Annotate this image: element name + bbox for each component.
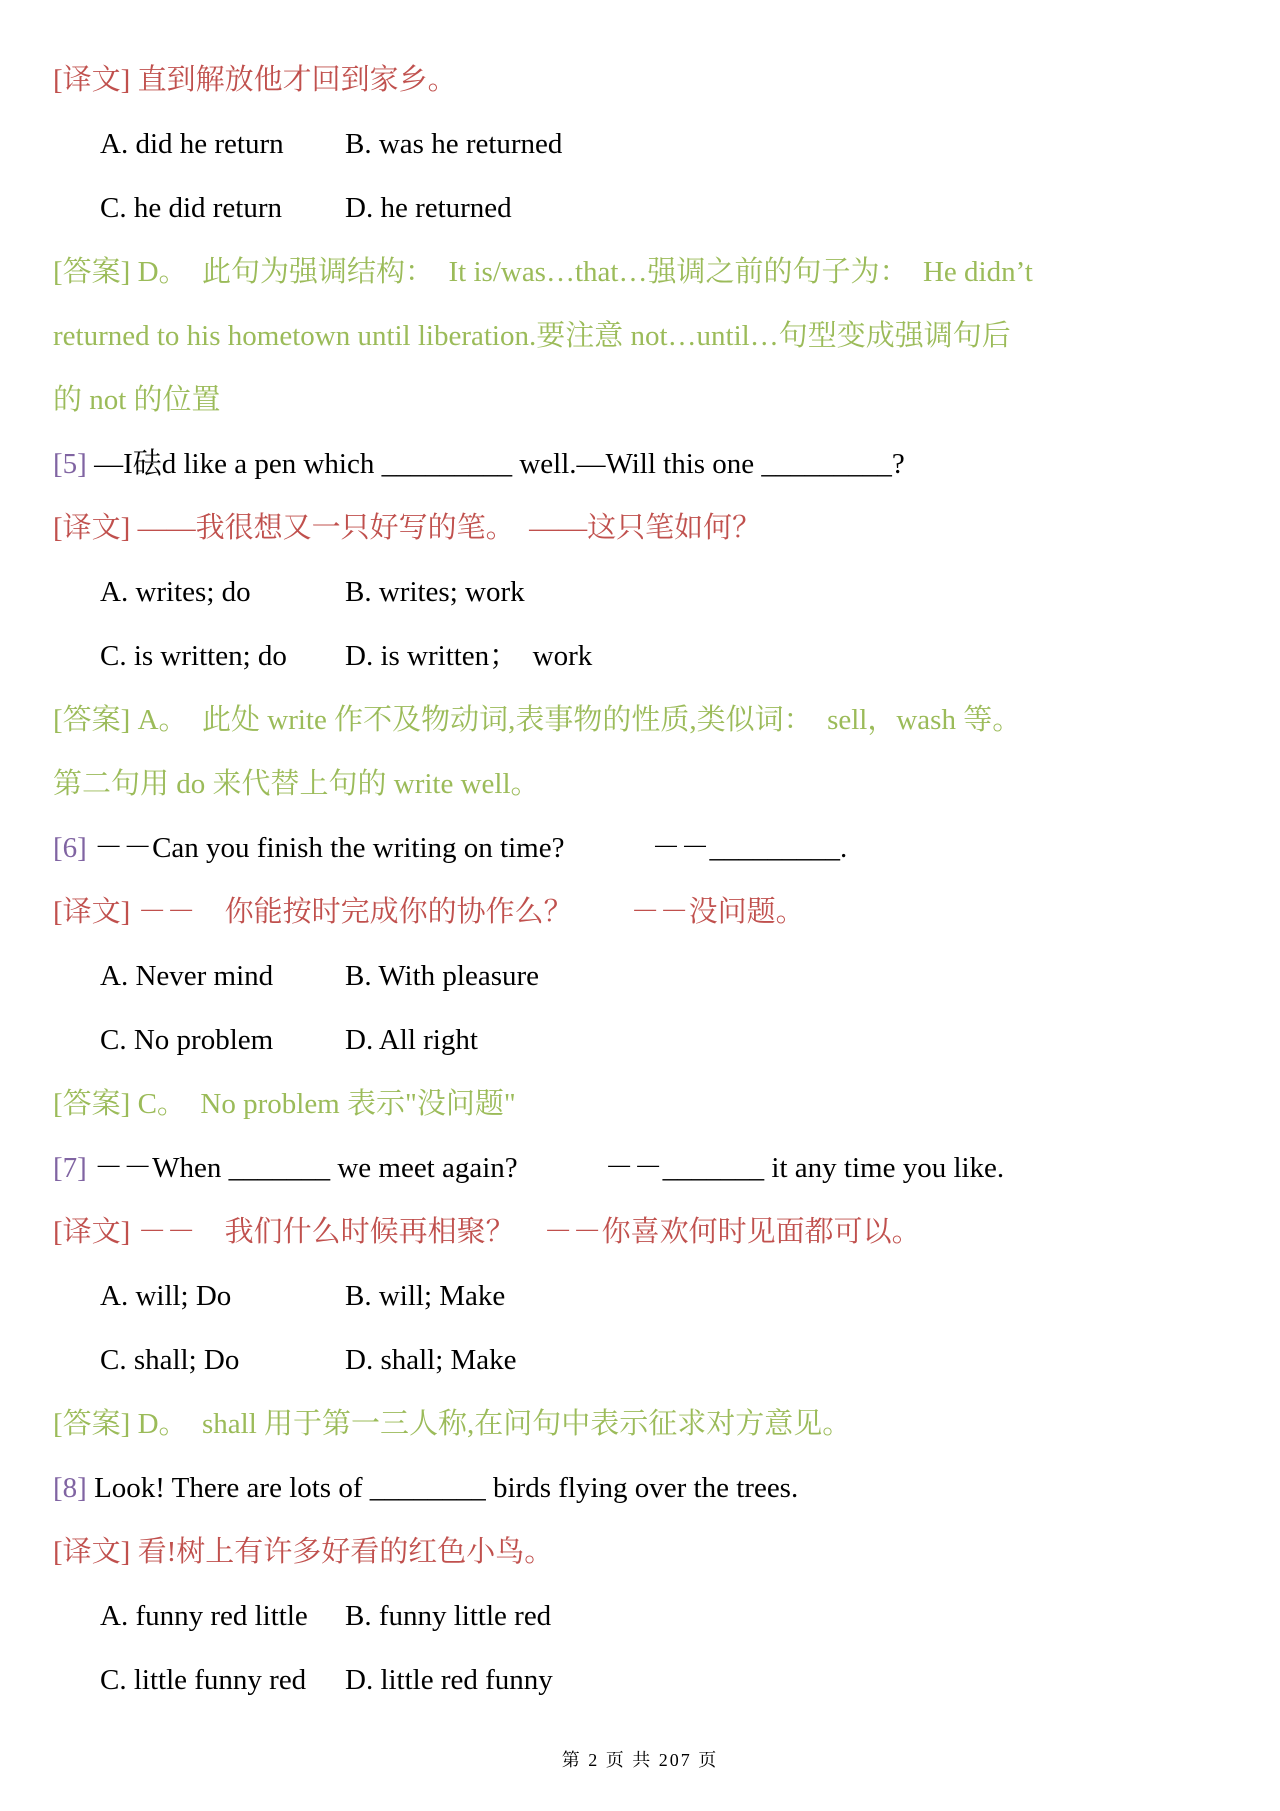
option-d: D. little red funny bbox=[345, 1664, 553, 1696]
answer-line: [答案] A。 此处 write 作不及物动词,表事物的性质,类似词： sell，wash 等。 bbox=[53, 704, 1022, 736]
question-text: —I砝d like a pen which _________ well.—Will this one _________? bbox=[86, 448, 905, 480]
option-d: D. shall; Make bbox=[345, 1344, 517, 1376]
option-row bbox=[53, 1648, 1240, 1712]
option-row bbox=[53, 112, 1240, 176]
option-row bbox=[53, 624, 1240, 688]
option-row bbox=[53, 1008, 1240, 1072]
option-b: B. writes; work bbox=[345, 576, 525, 608]
question-line bbox=[53, 1136, 1240, 1200]
option-row bbox=[53, 1584, 1240, 1648]
option-c: C. little funny red bbox=[100, 1664, 307, 1696]
answer-line-continuation: returned to his hometown until liberation.要注意 not…until…句型变成强调句后 bbox=[53, 320, 1011, 352]
option-row bbox=[53, 944, 1240, 1008]
option-a: A. writes; do bbox=[100, 576, 251, 608]
option-c: C. is written; do bbox=[100, 640, 287, 672]
option-d: D. is written； work bbox=[345, 640, 593, 672]
question-line bbox=[53, 816, 1240, 880]
question-number: [8] bbox=[53, 1472, 87, 1504]
answer-line: [答案] D。 此句为强调结构： It is/was…that…强调之前的句子为： He didn’t bbox=[53, 256, 1033, 288]
answer-line-continuation: 的 not 的位置 bbox=[53, 384, 221, 416]
question-text: Look! There are lots of ________ birds flying over the trees. bbox=[86, 1472, 799, 1504]
answer-line: [答案] D。 shall 用于第一三人称,在问句中表示征求对方意见。 bbox=[53, 1408, 852, 1440]
option-c: C. he did return bbox=[100, 192, 283, 224]
question-number: [7] bbox=[53, 1152, 87, 1184]
option-d: D. All right bbox=[345, 1024, 478, 1056]
option-c: C. No problem bbox=[100, 1024, 274, 1056]
option-c: C. shall; Do bbox=[100, 1344, 240, 1376]
option-a: A. will; Do bbox=[100, 1280, 232, 1312]
question-number: [5] bbox=[53, 448, 87, 480]
question-line bbox=[53, 432, 1240, 496]
translation-line: [译文] －－ 你能按时完成你的协作么？ －－没问题。 bbox=[53, 896, 805, 928]
translation-line: [译文] －－ 我们什么时候再相聚？ －－你喜欢何时见面都可以。 bbox=[53, 1216, 921, 1248]
option-b: B. funny little red bbox=[345, 1600, 552, 1632]
option-a: A. funny red little bbox=[100, 1600, 308, 1632]
answer-line-continuation: 第二句用 do 来代替上句的 write well。 bbox=[53, 768, 540, 800]
question-line bbox=[53, 1456, 1240, 1520]
option-row bbox=[53, 1328, 1240, 1392]
translation-line: [译文] 直到解放他才回到家乡。 bbox=[53, 64, 457, 96]
translation-line: [译文] ——我很想又一只好写的笔。 ——这只笔如何？ bbox=[53, 512, 762, 544]
option-a: A. Never mind bbox=[100, 960, 274, 992]
question-text: －－Can you finish the writing on time? －－_________. bbox=[86, 832, 848, 864]
option-d: D. he returned bbox=[345, 192, 512, 224]
translation-line: [译文] 看!树上有许多好看的红色小鸟。 bbox=[53, 1536, 554, 1568]
question-text: －－When _______ we meet again? －－_______ it any time you like. bbox=[86, 1152, 1005, 1184]
option-row bbox=[53, 1264, 1240, 1328]
option-row bbox=[53, 176, 1240, 240]
page-footer: 第 2 页 共 207 页 bbox=[561, 1750, 719, 1770]
answer-line: [答案] C。 No problem 表示"没问题" bbox=[53, 1088, 516, 1120]
option-row bbox=[53, 560, 1240, 624]
option-b: B. was he returned bbox=[345, 128, 563, 160]
question-number: [6] bbox=[53, 832, 87, 864]
option-a: A. did he return bbox=[100, 128, 284, 160]
option-b: B. will; Make bbox=[345, 1280, 506, 1312]
option-b: B. With pleasure bbox=[345, 960, 540, 992]
